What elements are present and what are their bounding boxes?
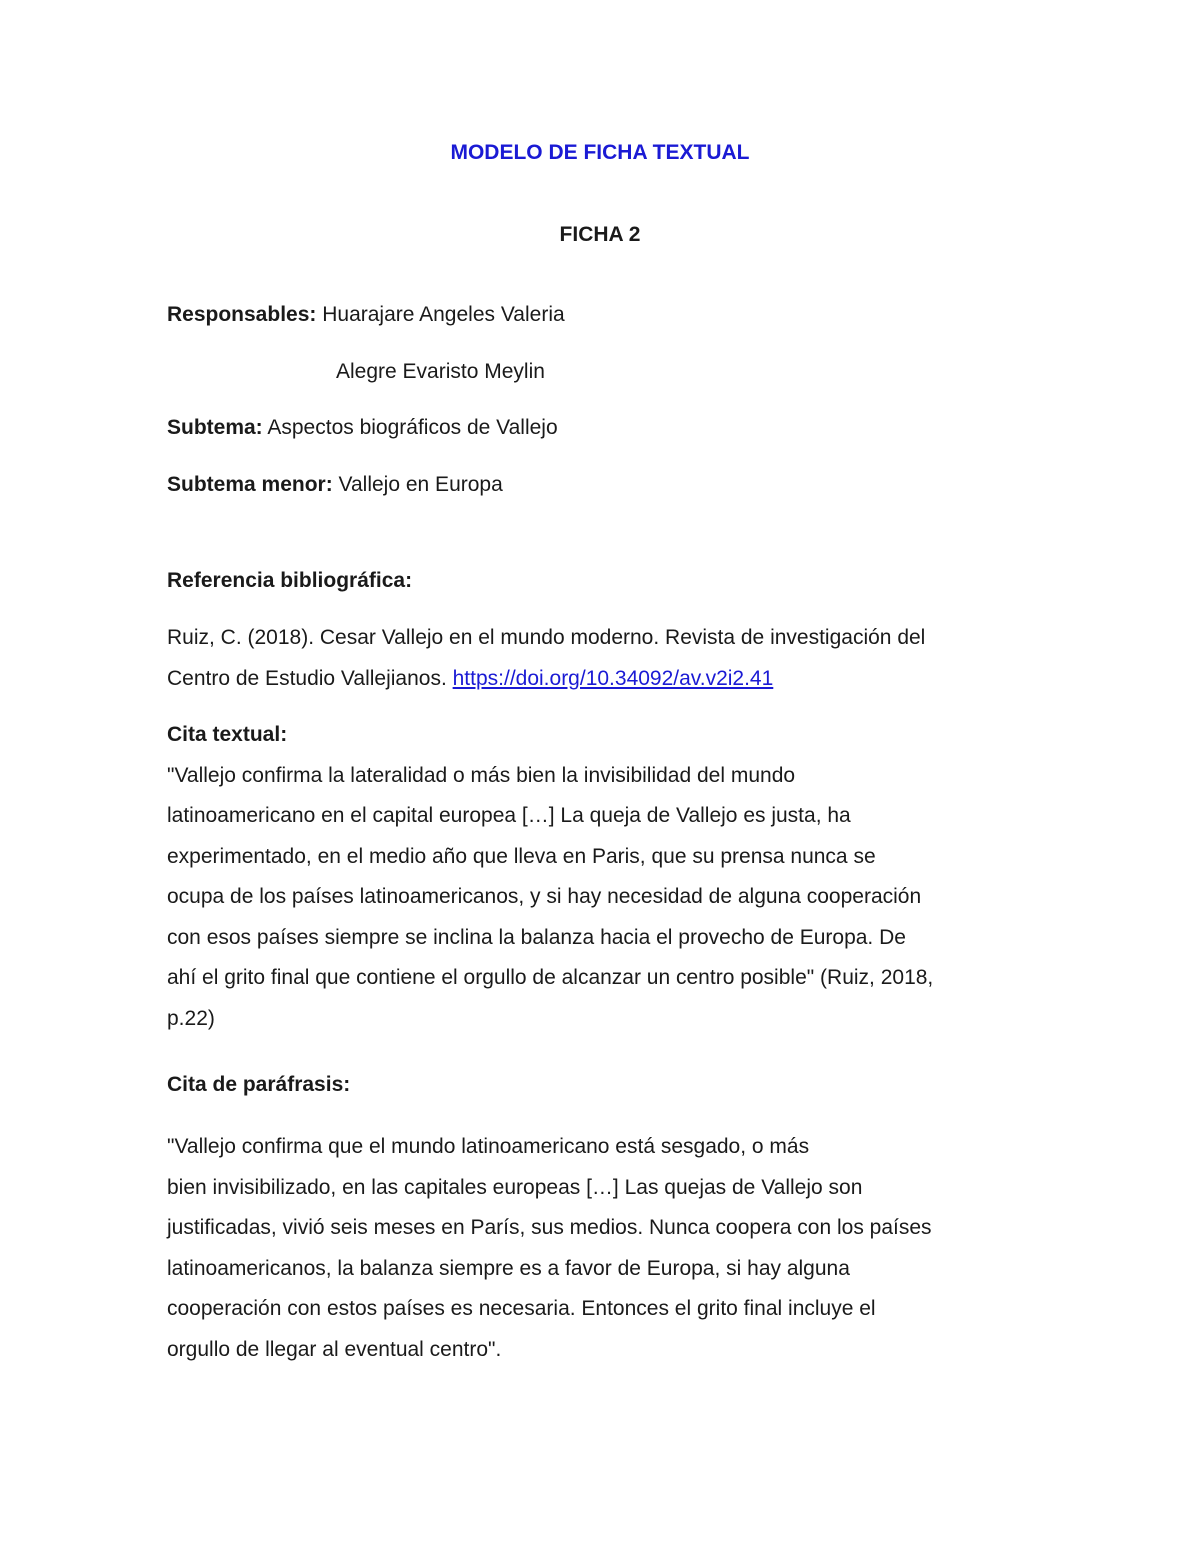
cita-parafrasis-line: orgullo de llegar al eventual centro". bbox=[167, 1338, 502, 1361]
cita-parafrasis-label: Cita de paráfrasis: bbox=[167, 1073, 351, 1096]
subtema-value: Aspectos biográficos de Vallejo bbox=[267, 416, 558, 439]
referencia-line-1: Ruiz, C. (2018). Cesar Vallejo en el mundo moderno. Revista de investigación del bbox=[167, 626, 926, 649]
cita-parafrasis-line: bien invisibilizado, en las capitales europeas […] Las quejas de Vallejo son bbox=[167, 1176, 863, 1199]
subtema-menor-value: Vallejo en Europa bbox=[338, 473, 503, 496]
responsable-1: Huarajare Angeles Valeria bbox=[322, 303, 565, 326]
doi-link[interactable]: https://doi.org/10.34092/av.v2i2.41 bbox=[452, 667, 774, 690]
subtema-row bbox=[167, 416, 558, 440]
cita-textual-line: con esos países siempre se inclina la balanza hacia el provecho de Europa. De bbox=[167, 926, 906, 949]
responsables-label: Responsables: bbox=[167, 303, 317, 326]
referencia-label: Referencia bibliográfica: bbox=[167, 569, 413, 592]
responsable-2: Alegre Evaristo Meylin bbox=[336, 360, 545, 383]
cita-textual-label: Cita textual: bbox=[167, 723, 288, 746]
ficha-number: FICHA 2 bbox=[559, 223, 641, 246]
cita-parafrasis-line: latinoamericanos, la balanza siempre es a favor de Europa, si hay alguna bbox=[167, 1257, 850, 1280]
cita-textual-line: ahí el grito final que contiene el orgullo de alcanzar un centro posible" (Ruiz, 2018, bbox=[167, 966, 934, 989]
cita-textual-line: "Vallejo confirma la lateralidad o más bien la invisibilidad del mundo bbox=[167, 764, 796, 787]
referencia-line-2 bbox=[167, 667, 773, 691]
cita-textual-line: experimentado, en el medio año que lleva en Paris, que su prensa nunca se bbox=[167, 845, 876, 868]
cita-textual-line: ocupa de los países latinoamericanos, y si hay necesidad de alguna cooperación bbox=[167, 885, 922, 908]
cita-parafrasis-line: justificadas, vivió seis meses en París, sus medios. Nunca coopera con los países bbox=[167, 1216, 932, 1239]
cita-parafrasis-line: "Vallejo confirma que el mundo latinoamericano está sesgado, o más bbox=[167, 1135, 810, 1158]
referencia-line-2-text: Centro de Estudio Vallejianos. bbox=[167, 667, 447, 690]
subtema-menor-label: Subtema menor: bbox=[167, 473, 333, 496]
document-title: MODELO DE FICHA TEXTUAL bbox=[450, 141, 750, 164]
subtema-menor-row bbox=[167, 473, 503, 497]
cita-textual-line: latinoamericano en el capital europea […] La queja de Vallejo es justa, ha bbox=[167, 804, 851, 827]
responsables-row bbox=[167, 303, 565, 327]
subtema-label: Subtema: bbox=[167, 416, 263, 439]
cita-parafrasis-line: cooperación con estos países es necesaria. Entonces el grito final incluye el bbox=[167, 1297, 876, 1320]
cita-textual-line: p.22) bbox=[167, 1007, 215, 1030]
